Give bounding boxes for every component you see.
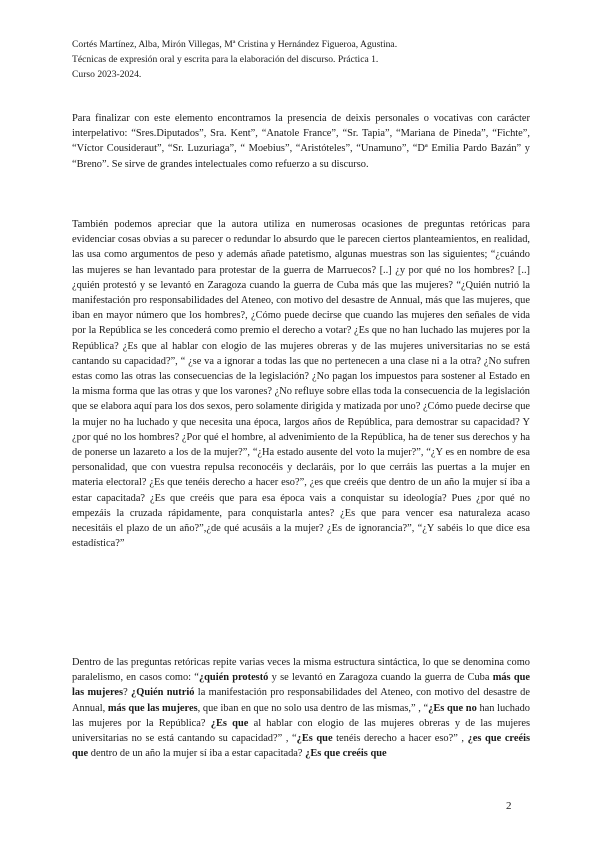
bold-segment: más que las mujeres [107, 702, 198, 714]
bold-segment: ¿Es que [210, 717, 249, 729]
text-segment: ? [123, 687, 132, 699]
text-segment: Dentro de las preguntas retóricas repite varias veces la misma estructura sintáctica, lo que se denomina como paralelismo, en casos como: “ [72, 657, 530, 684]
paragraph-deixis: Para finalizar con este elemento encontramos la presencia de deixis personales o vocativas con carácter interpelativo: “Sres.Diputados”, Sra. Kent”, “Anatole France”, “Sr. Tapia”, “Mariana de Pineda”, “Fichte”, “Víctor Cousideraut”, “Sr. Luzuriaga”, “ Moebius”, “Aristóteles”, “Unamuno”, “Dª Emilia Pardo Bazán” y “Breno”. Se sirve de grandes intelectuales como refuerzo a su discurso. [72, 113, 530, 170]
text-segment: al hablar con elogio de las mujeres obreras y de las mujeres universitarias no se está cantando su capacidad?” , “ [72, 717, 531, 745]
header-course-year: Curso 2023-2024. [72, 69, 142, 80]
bold-segment: ¿Es que [296, 733, 333, 745]
bold-segment: ¿es que creéis que [72, 733, 531, 760]
paragraph-rhetorical-questions: También podemos apreciar que la autora utiliza en numerosas ocasiones de preguntas retóricas para evidenciar cosas obvias a su parecer o redundar lo absurdo que le parecen ciertos planteamientos, en realidad, las usa como argumentos de peso y además añade patetismo, algunas muestras son las siguientes; “¿cuándo las mujeres se han levantado para protestar de la guerra de Marruecos? [..] ¿y por qué no los hombres? [..] ¿quién protestó y se levantó en Zaragoza cuando la guerra de Cuba más que las mujeres? “¿Quién nutrió la manifestación pro responsabilidades del Ateneo, con motivo del desastre de Annual, más que las mujeres, que iban en mayor número que los hombres?, ¿Cómo puede decirse que cuando las mujeres den señales de vida por la República se les concederá como premio el derecho a votar? ¿Es que no han luchado las mujeres por la República? ¿Es que al hablar con elogio de las mujeres obreras y de las mujeres universitarias no se está cantando su capacidad?”, “ ¿se va a ignorar a todas las que no pertenecen a una clase ni a la otra? ¿No sufren estas como las otras las consecuencias de la legislación? ¿No pagan los impuestos para sostener al Estado en la misma forma que las otras y que los varones? ¿No refluye sobre ellas toda la consecuencia de la legislación que se elabora aquí para los dos sexos, pero solamente dirigida y matizada por uno? ¿Cómo puede decirse que la mujer no ha luchado y que necesita una época, largos años de República, para demostrar su capacidad? Y ¿por qué no los hombres? ¿Por qué el hombre, al advenimiento de la República, ha de tener sus derechos y ha de ponerse un lazareto a los de la mujer?”, “¿Ha estado ausente del voto la mujer?”, “¿Y es en nombre de esa personalidad, que con vuestra repulsa reconocéis y declaráis, por lo que cerráis las puertas a la mujer en materia electoral? ¿Es que tenéis derecho a hacer eso?”, ¿es que creéis que dentro de un año la mujer sí iba a estar capacitada? ¿Es que creéis que para esa época vais a conquistar su ideología? Pues ¿por qué no empezáis la cruzada rápidamente, para conquistarla antes? ¿Es que para vencer esa naturaleza acaso necesitáis el plazo de un año?”,¿de qué acusáis a la mujer? ¿Es de ignorancia?”, “¿Y sabéis lo que dice esa estadística?” [72, 219, 530, 550]
bold-segment: ¿Es que no [428, 702, 477, 714]
page-number: 2 [506, 800, 512, 812]
text-segment: dentro de un año la mujer sí iba a estar capacitada? [88, 748, 306, 760]
bold-segment: más que las mujeres [72, 672, 530, 699]
bold-segment: ¿Es que creéis que [305, 748, 387, 760]
text-segment: la manifestación pro responsabilidades del Ateneo, con motivo del desastre de Annual, [72, 687, 530, 714]
header-authors: Cortés Martínez, Alba, Mirón Villegas, Mª Cristina y Hernández Figueroa, Agustina. [72, 39, 398, 50]
text-segment: , que iban en que no solo usa dentro de las mismas,” , “ [197, 702, 429, 714]
paragraph-parallelism [72, 655, 530, 761]
text-segment: tenéis derecho a hacer eso?” , [332, 733, 468, 745]
header-course-title: Técnicas de expresión oral y escrita para la elaboración del discurso. Práctica 1. [72, 54, 379, 65]
document-header [72, 37, 532, 82]
text-segment: han luchado las mujeres por la República? [72, 702, 530, 729]
text-segment: y se levantó en Zaragoza cuando la guerra de Cuba [268, 672, 493, 684]
bold-segment: ¿quién protestó [198, 672, 269, 684]
bold-segment: ¿Quién nutrió [131, 687, 195, 699]
